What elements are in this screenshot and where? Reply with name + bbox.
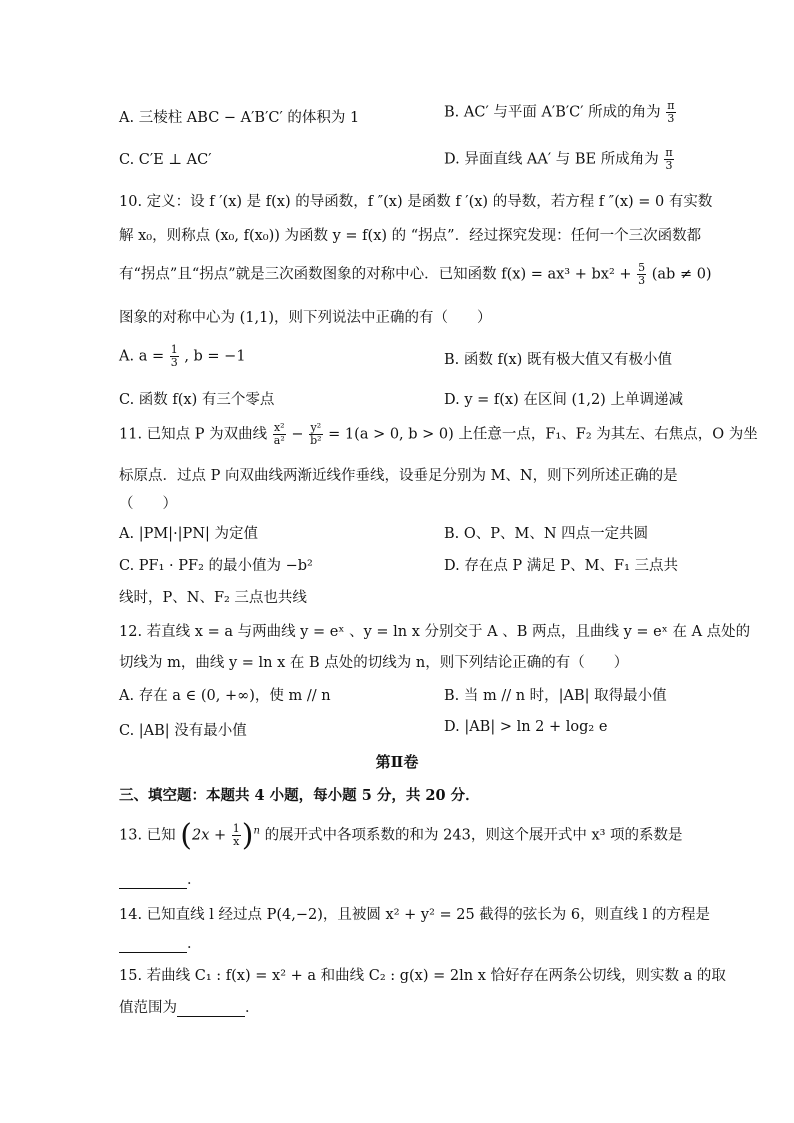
q11-option-d: D. 存在点 P 满足 P、M、F₁ 三点共 — [444, 558, 678, 574]
q15-answer-blank[interactable] — [177, 1002, 245, 1017]
q10-option-c: C. 函数 f(x) 有三个零点 — [119, 392, 275, 408]
q9-option-c: C. C′E ⊥ AC′ — [119, 152, 212, 168]
q9-option-d: D. 异面直线 AA′ 与 BE 所成角为 $\frac{\pi}{3}$ — [444, 146, 673, 172]
q10-fraction: $\frac{5}{3}$ — [638, 261, 646, 287]
q9-option-d-fraction: $\frac{\pi}{3}$ — [665, 146, 673, 172]
part-2-title: 第Ⅱ卷 — [375, 753, 419, 771]
q11-option-b: B. O、P、M、N 四点一定共圆 — [444, 526, 649, 542]
q14-answer-blank[interactable] — [119, 938, 187, 953]
q13-answer-line: ． — [119, 868, 679, 889]
q11-line-3: （ ） — [119, 496, 177, 512]
q11-line-2: 标原点．过点 P 向双曲线两渐近线作垂线，设垂足分别为 M、N，则下列所述正确的是 — [119, 468, 678, 484]
q15-line-1: 15. 若曲线 C₁ : f(x) = x² + a 和曲线 C₂ : g(x) = 2ln x 恰好存在两条公切线，则实数 a 的取 — [119, 968, 726, 984]
q12-option-d: D. |AB| > ln 2 + log₂ e — [444, 719, 608, 735]
q11-line-1: 11. 已知点 P 为双曲线 $\frac{\text{x²}}{\text{a²}}$ − $\frac{\text{y²}}{\text{b²}}$ = 1(a > 0, b > 0) 上任意一点，F₁、F₂ 为其左、右焦点，O 为坐 — [119, 421, 758, 447]
q12-option-b: B. 当 m // n 时，|AB| 取得最小值 — [444, 688, 667, 704]
q10-option-d: D. y = f(x) 在区间 (1,2) 上单调递减 — [444, 392, 683, 408]
q10-option-a-fraction: $\frac{1}{3}$ — [170, 343, 178, 369]
q15-line-2: 值范围为 ． — [119, 1000, 260, 1016]
section-3-heading: 三、填空题：本题共 4 小题，每小题 5 分，共 20 分． — [119, 787, 480, 804]
q12-line-1: 12. 若直线 x = a 与两曲线 y = eˣ 、y = ln x 分别交于 A 、B 两点，且曲线 y = eˣ 在 A 点处的 — [119, 624, 751, 640]
q10-line-1: 10. 定义：设 f ′(x) 是 f(x) 的导函数，f ″(x) 是函数 f ′(x) 的导数，若方程 f ″(x) = 0 有实数 — [119, 194, 713, 210]
q11-option-a: A. |PM|·|PN| 为定值 — [119, 526, 258, 542]
q12-option-c: C. |AB| 没有最小值 — [119, 723, 247, 739]
q10-line-3: 有“拐点”且“拐点”就是三次函数图象的对称中心．已知函数 f(x) = ax³ + bx² + $\frac{5}{3}$ (ab ≠ 0) — [119, 261, 712, 287]
q11-option-d-continued: 线时，P、N、F₂ 三点也共线 — [119, 590, 307, 606]
q11-fraction-y: $\frac{\text{y²}}{\text{b²}}$ — [310, 421, 322, 447]
q14-line-1: 14. 已知直线 l 经过点 P(4,−2)，且被圆 x² + y² = 25 截得的弦长为 6，则直线 l 的方程是 — [119, 907, 711, 923]
q12-line-2: 切线为 m，曲线 y = ln x 在 B 点处的切线为 n，则下列结论正确的有（ ） — [119, 655, 629, 671]
q10-line-4: 图象的对称中心为 (1,1)，则下列说法中正确的有（ ） — [119, 310, 492, 326]
q11-fraction-x: $\frac{\text{x²}}{\text{a²}}$ — [273, 421, 285, 447]
q13-fraction: $\frac{1}{x}$ — [232, 822, 240, 848]
q13-answer-blank[interactable] — [119, 874, 187, 889]
q14-answer-line: ． — [119, 932, 679, 953]
q12-option-a: A. 存在 a ∈ (0, +∞)，使 m // n — [119, 688, 331, 704]
q9-option-b: B. AC′ 与平面 A′B′C′ 所成的角为 $\frac{\pi}{3}$ — [444, 99, 675, 125]
q9-option-a: A. 三棱柱 ABC − A′B′C′ 的体积为 1 — [119, 110, 360, 126]
q10-option-b: B. 函数 f(x) 既有极大值又有极小值 — [444, 352, 672, 368]
q11-option-c: C. PF₁ · PF₂ 的最小值为 −b² — [119, 558, 313, 574]
q9-option-b-fraction: $\frac{\pi}{3}$ — [667, 99, 675, 125]
q10-option-a: A. a = $\frac{1}{3}$ , b = −1 — [119, 343, 246, 369]
q10-line-2: 解 x₀，则称点 (x₀, f(x₀)) 为函数 y = f(x) 的 “拐点”．经过探究发现：任何一个三次函数都 — [119, 228, 702, 244]
q13-line-1: 13. 已知 (2x + $\frac{1}{x}$ )$^n$ 的展开式中各项系数的和为 243，则这个展开式中 x³ 项的系数是 — [119, 818, 683, 853]
